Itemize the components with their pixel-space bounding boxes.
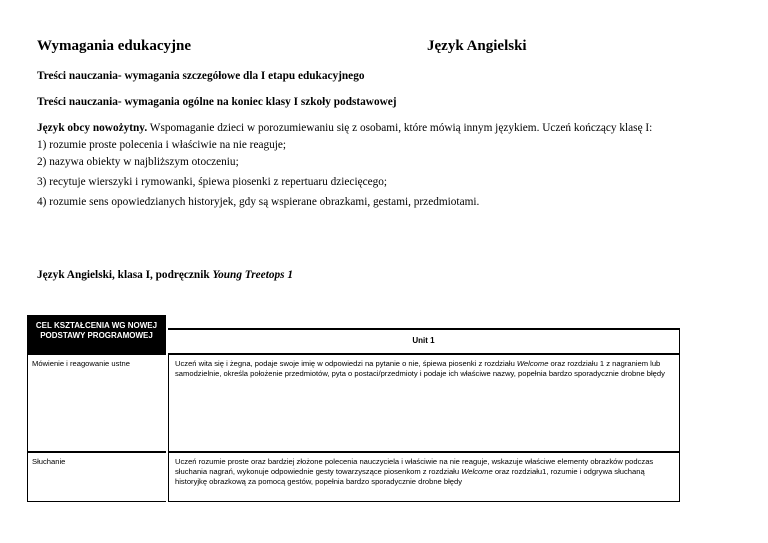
intro-bold: Język obcy nowożytny.: [37, 122, 148, 134]
document-title: Wymagania edukacyjne: [37, 38, 192, 54]
row-text-italic: Welcome: [516, 359, 549, 368]
list-item: 2) nazywa obiekty w najbliższym otoczeniu;: [37, 156, 239, 168]
row-text-speaking: [168, 354, 680, 452]
row-text-part: oraz rozdziału 1 z nagraniem lub samodzielnie, określa położenie przedmiotów, pyta o postaci/przedmioty i podaje ich właściwe nazwy, popełnia bardzo sporadycznie drobne błędy: [175, 359, 665, 379]
row-text-part: Uczeń rozumie proste oraz bardziej złożone polecenia nauczyciela i właściwie na nie reaguje, wskazuje właściwe elementy obrazków podczas słuchania nagrań, wykonuje odpowiednie gesty towarzyszące piosenkom z rozdziału: [175, 457, 654, 477]
list-item: 3) recytuje wierszyki i rymowanki, śpiewa piosenki z repertuaru dziecięcego;: [37, 176, 388, 188]
subtitle-detailed: Treści nauczania- wymagania szczegółowe dla I etapu edukacyjnego: [37, 70, 365, 82]
intro-paragraph: [37, 122, 652, 134]
list-item: 1) rozumie proste polecenia i właściwie na nie reaguje;: [37, 139, 287, 151]
subtitle-general: Treści nauczania- wymagania ogólne na koniec klasy I szkoły podstawowej: [37, 96, 397, 108]
section-title: [37, 269, 293, 281]
row-text-part: Uczeń wita się i żegna, podaje swoje imię w odpowiedzi na pytanie o nie, śpiewa piosenki z rozdziału: [175, 359, 517, 368]
row-text-part: oraz rozdziału1, rozumie i odgrywa słuchaną historyjkę obrazkową za pomocą gestów, popełnia bardzo sporadycznie drobne błędy: [175, 467, 645, 487]
requirements-table: [27, 315, 680, 502]
section-prefix: Język Angielski, klasa I, podręcznik: [37, 269, 213, 281]
list-item: 4) rozumie sens opowiedzianych historyjek, gdy są wspierane obrazkami, gestami, przedmiotami.: [37, 196, 480, 208]
intro-text: Wspomaganie dzieci w porozumiewaniu się z osobami, które mówią innym językiem. Uczeń kończący klasę I:: [147, 122, 653, 134]
book-title: Young Treetops 1: [212, 269, 293, 281]
row-label-speaking: Mówienie i reagowanie ustne: [27, 354, 166, 452]
table-header-goal: CEL KSZTAŁCENIA WG NOWEJ PODSTAWY PROGRAMOWEJ: [27, 315, 166, 354]
row-text-italic: Welcome: [461, 467, 493, 477]
table-header-unit: Unit 1: [168, 328, 680, 354]
row-text-listening: [168, 452, 680, 502]
subject-title: Język Angielski: [427, 38, 527, 54]
row-label-listening: Słuchanie: [27, 452, 166, 502]
